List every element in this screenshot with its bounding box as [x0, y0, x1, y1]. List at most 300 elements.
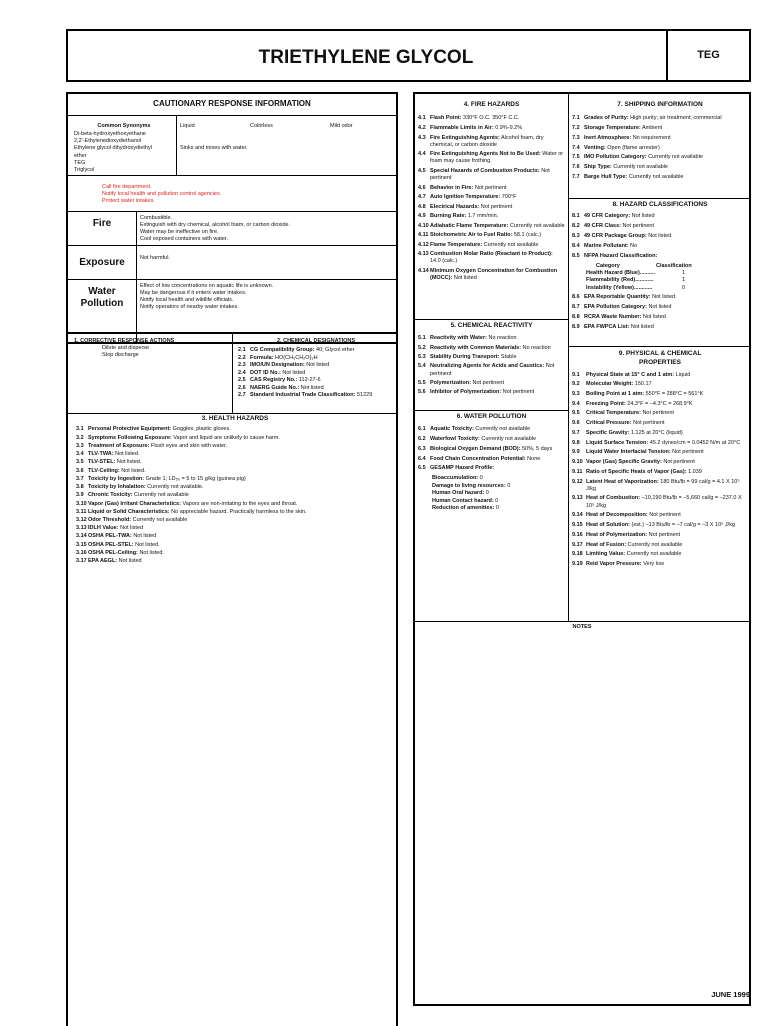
property-value: Not pertinent [621, 223, 655, 230]
property-text [584, 213, 655, 220]
property-label: GESAMP Hazard Profile: [430, 465, 495, 472]
property-text [88, 525, 143, 532]
emergency-line: Call fire department. [102, 184, 152, 190]
section-1 [70, 338, 230, 359]
section-9-list [572, 372, 748, 569]
property-item [572, 233, 748, 240]
property-item [572, 495, 748, 509]
property-label: Special Hazards of Combustion Products: [430, 167, 540, 174]
section-3 [76, 415, 394, 566]
property-text [586, 479, 748, 493]
property-number: 4.8 [418, 203, 426, 210]
property-item [572, 115, 748, 122]
property-value: No [628, 243, 638, 250]
water-label-line: Pollution [80, 298, 124, 309]
property-number: 5.6 [418, 389, 426, 396]
property-label: Biological Oxygen Demand (BOD): [430, 445, 521, 452]
property-text [430, 389, 534, 396]
property-label: Burning Rate: [430, 213, 467, 220]
fire-line: Water may be ineffective on fire. [140, 229, 219, 236]
synonyms-col [74, 123, 174, 174]
synonym: Di-beta-hydroxyethoxyethane [74, 131, 146, 138]
property-value: Very low [641, 561, 664, 568]
nfpa-rows [586, 270, 748, 291]
property-label: Electrical Hazards: [430, 203, 480, 210]
property-value: 112-27-6 [297, 377, 321, 384]
property-item [418, 335, 565, 342]
section-4-title: 4. FIRE HAZARDS [463, 101, 520, 108]
property-number: 3.12 [76, 517, 87, 524]
property-label: Barge Hull Type: [584, 173, 628, 180]
property-text [430, 194, 516, 201]
property-item [572, 154, 748, 161]
section-8-list [572, 213, 748, 260]
property-label: OSHA PEL-TWA: [88, 533, 132, 540]
property-item [432, 505, 565, 512]
property-label: Heat of Fusion: [586, 541, 627, 548]
section-6-rule [415, 410, 568, 411]
property-text [432, 490, 489, 497]
property-number: 8.9 [572, 323, 580, 330]
property-value: Not listed [299, 384, 324, 391]
right-column-divider [568, 94, 569, 621]
property-item [572, 372, 748, 379]
property-label: Molecular Weight: [586, 381, 634, 388]
property-item [418, 185, 565, 192]
property-item [432, 483, 565, 490]
property-label: Toxicity by Inhalation: [88, 484, 146, 491]
exposure-text: Not harmful. [140, 255, 170, 261]
property-item [572, 479, 748, 493]
property-item [572, 304, 748, 311]
property-item [572, 459, 748, 466]
property-text [584, 294, 677, 301]
property-label: Freezing Point: [586, 400, 626, 407]
property-text [430, 125, 522, 132]
property-number: 7.4 [572, 144, 580, 151]
property-item [572, 253, 748, 260]
property-number: 4.3 [418, 134, 426, 141]
odor-value: Mild odor [330, 123, 353, 129]
property-number: 3.13 [76, 525, 87, 532]
property-item [572, 430, 748, 437]
property-item [76, 492, 394, 499]
property-value: 58.1 (calc.) [512, 232, 542, 239]
property-text [586, 495, 748, 509]
property-item [572, 314, 748, 321]
property-value: Not listed [280, 369, 306, 376]
property-value: 45.2 dynes/cm = 0.0452 N/m at 20°C [648, 439, 741, 446]
property-item [572, 381, 748, 388]
fire-label: Fire [92, 218, 112, 229]
property-number: 8.4 [572, 243, 580, 250]
property-item [418, 232, 565, 239]
property-number: 3.11 [76, 508, 87, 515]
property-item [572, 164, 748, 171]
water-line: Notify operators of nearby water intakes. [140, 304, 239, 311]
property-number: 8.2 [572, 223, 580, 230]
property-text [586, 381, 652, 388]
property-text [430, 135, 565, 149]
property-text [584, 304, 671, 311]
property-number: 9.9 [572, 449, 580, 456]
property-value: Not pertinent [501, 389, 535, 396]
property-label: Standard Industrial Trade Classification: [250, 392, 356, 399]
property-value: 0 [493, 497, 499, 504]
property-label: Reduction of amenities: [432, 505, 495, 512]
section-6 [418, 413, 565, 513]
section-2-list [238, 347, 394, 399]
property-label: Heat of Combustion: [586, 495, 641, 502]
property-text [430, 223, 565, 230]
property-number: 6.5 [418, 465, 426, 472]
property-text [88, 558, 142, 565]
property-item [238, 377, 394, 384]
property-label: Reactivity with Water: [430, 335, 487, 342]
property-value: 150.17 [633, 381, 652, 388]
property-text [586, 551, 681, 558]
property-value: Not listed. [113, 451, 140, 458]
property-label: Fire Extinguishing Agents: [430, 134, 500, 141]
property-number: 4.14 [418, 267, 429, 274]
property-number: 4.12 [418, 241, 429, 248]
section-5-title: 5. CHEMICAL REACTIVITY [450, 322, 533, 329]
property-label: Marine Pollutant: [584, 243, 629, 250]
property-label: Liquid or Solid Characteristics: [88, 508, 170, 515]
nfpa-category: Health Hazard (Blue).......... [586, 270, 656, 277]
property-label: Flammable Limits in Air: [430, 124, 494, 131]
property-value: Not pertinent [661, 459, 695, 466]
property-text [88, 542, 160, 549]
property-value: High purity; air treatment; commercial [628, 115, 722, 122]
property-value: 700°F [500, 194, 517, 201]
property-item [238, 347, 394, 354]
water-line: Effect of low concentrations on aquatic life is unknown. [140, 283, 274, 289]
color-value: Colorless [250, 123, 273, 129]
synonyms-label: Common Synonyms [97, 123, 151, 129]
property-number: 6.4 [418, 455, 426, 462]
property-value: Not listed [629, 323, 654, 330]
property-text [432, 498, 498, 505]
property-value: Not pertinent [647, 512, 681, 519]
property-text [430, 242, 538, 249]
property-number: 8.8 [572, 313, 580, 320]
property-label: Human Contact hazard: [432, 497, 494, 504]
property-text [250, 347, 355, 354]
property-value: Not listed [117, 558, 142, 565]
property-number: 5.2 [418, 344, 426, 351]
property-number: 3.4 [76, 451, 84, 458]
property-value: Goggles; plastic gloves. [171, 426, 231, 433]
property-item [432, 490, 565, 497]
section-3-list [76, 426, 394, 565]
property-number: 3.15 [76, 541, 87, 548]
property-number: 7.3 [572, 134, 580, 141]
property-value: No reaction [521, 344, 551, 351]
property-number: 9.5 [572, 410, 580, 417]
property-number: 9.3 [572, 391, 580, 397]
property-text [250, 370, 305, 377]
property-value: 330°F O.C. 350°F C.C. [461, 115, 520, 122]
property-label: Reactivity with Common Materials: [430, 344, 522, 351]
section-5 [418, 322, 565, 399]
property-label: Heat of Decomposition: [586, 512, 648, 519]
property-text [586, 420, 665, 427]
water-text [140, 283, 273, 312]
property-item [572, 174, 748, 181]
property-label: Bioaccumulation: [432, 475, 479, 482]
property-number: 9.12 [572, 478, 583, 485]
property-value: Currently not available [627, 173, 684, 180]
property-value: Stable [499, 354, 517, 361]
property-label: Minimum Oxygen Concentration for Combustion (MOCC): [430, 267, 558, 282]
property-item [572, 449, 748, 456]
property-item [418, 389, 565, 396]
section-1-item: Dilute and disperse [102, 345, 150, 352]
fire-line: Combustible. [140, 215, 173, 221]
notes-rule [415, 621, 749, 622]
property-item [418, 436, 565, 443]
property-label: Adiabatic Flame Temperature: [430, 222, 509, 229]
notes-label: NOTES [572, 624, 592, 630]
synonym: TEG [74, 159, 86, 166]
property-number: 2.3 [238, 362, 246, 369]
section-6-title: 6. WATER POLLUTION [456, 413, 527, 420]
property-text [586, 469, 702, 476]
property-item [76, 426, 394, 433]
property-label: Polymerization: [430, 379, 471, 386]
property-label: Reid Vapor Pressure: [586, 561, 642, 568]
property-value: Vapors are non-irritating to the eyes and throat. [180, 500, 298, 507]
property-number: 9.17 [572, 541, 583, 548]
nfpa-value: 1 [682, 277, 686, 284]
property-value: Not listed. [115, 459, 142, 466]
property-label: Heat of Solution: [586, 522, 630, 529]
section-9 [572, 350, 748, 571]
property-number: 3.16 [76, 549, 87, 556]
property-label: Human Oral hazard: [432, 490, 485, 497]
property-label: Physical State at 15° C and 1 atm: [586, 371, 675, 378]
property-value: 50%, 5 days [520, 445, 553, 452]
property-number: 9.19 [572, 561, 583, 568]
property-label: Behavior in Fire: [430, 184, 474, 191]
property-text [586, 449, 704, 456]
water-label [68, 286, 136, 310]
property-value: Currently not available. [145, 484, 204, 491]
property-number: 2.6 [238, 384, 246, 391]
property-value: 1.039 [686, 468, 702, 475]
property-number: 7.1 [572, 115, 580, 122]
section-8-rule [568, 198, 749, 199]
property-label: EPA Pollution Category: [584, 303, 647, 310]
nfpa-row [586, 270, 748, 277]
property-item [418, 194, 565, 201]
property-value: Alcohol foam, dry chemical, or carbon dioxide [430, 134, 544, 148]
property-label: Vapor (Gas) Specific Gravity: [586, 459, 662, 466]
property-text [584, 324, 654, 331]
state-value: Liquid [180, 123, 195, 129]
synonym: ether [74, 152, 87, 159]
property-text [88, 517, 187, 524]
property-text [430, 204, 512, 211]
property-value: Not listed. [650, 293, 677, 300]
property-number: 3.1 [76, 426, 84, 433]
fire-text [140, 215, 290, 244]
section-3-title: 3. HEALTH HAZARDS [201, 415, 269, 422]
property-number: 9.7 [572, 429, 580, 436]
property-value: Currently not available [482, 241, 539, 248]
property-label: Food Chain Concentration Potential: [430, 455, 526, 462]
property-text [584, 164, 668, 171]
property-text [586, 542, 682, 549]
synonyms-divider [176, 116, 177, 175]
property-number: 8.7 [572, 303, 580, 310]
section-8 [572, 201, 748, 333]
property-item [572, 410, 748, 417]
property-text [88, 435, 280, 442]
property-label: OSHA PEL-Ceiling: [88, 549, 138, 556]
property-item [418, 426, 565, 433]
property-value: Not listed. [646, 233, 673, 240]
property-number: 3.17 [76, 558, 87, 565]
exposure-row [68, 246, 396, 280]
synonym: 2,2'-Ethylenedioxydiethanol [74, 138, 142, 145]
section-9-title [572, 350, 748, 368]
water-line: May be dangerous if it enters water intakes. [140, 290, 247, 297]
nfpa-category: Flammability (Red)............ [586, 277, 654, 284]
property-label: Latent Heat of Vaporization: [586, 478, 659, 485]
property-value: Not pertinent [430, 167, 550, 181]
property-value: Water or foam may cause frothing. [430, 151, 564, 165]
fire-line: Extinguish with dry chemical, alcohol foam, or carbon dioxide. [140, 222, 291, 229]
property-value: Not pertinent [473, 184, 507, 191]
property-value: No reaction [486, 335, 517, 342]
property-value: Not listed [118, 525, 144, 532]
property-item [572, 512, 748, 519]
property-number: 3.9 [76, 492, 84, 499]
cautionary-title: CAUTIONARY RESPONSE INFORMATION [68, 94, 396, 116]
property-value: Not pertinent [470, 379, 504, 386]
property-text [430, 168, 565, 182]
property-number: 2.7 [238, 392, 246, 399]
property-value: No requirement [631, 134, 671, 141]
property-item [572, 213, 748, 220]
property-item [76, 484, 394, 491]
property-value: 1.125 at 20°C (liquid) [629, 429, 683, 436]
property-label: Stability During Transport: [430, 354, 500, 361]
property-text [88, 501, 297, 508]
property-value: 0 [478, 475, 483, 482]
property-number: 2.1 [238, 347, 246, 354]
nfpa-class-head: Classification [656, 263, 692, 270]
property-label: TLV-STEL: [88, 459, 116, 466]
property-text [430, 363, 565, 377]
property-value: Flush eyes and skin with water. [149, 442, 228, 449]
property-number: 3.14 [76, 533, 87, 540]
property-number: 9.11 [572, 468, 583, 475]
property-number: 7.7 [572, 173, 580, 180]
property-item [572, 440, 748, 447]
property-value: Not listed. [137, 549, 164, 556]
property-number: 4.9 [418, 213, 426, 220]
property-label: Waterfowl Toxicity: [430, 436, 480, 443]
property-label: Ship Type: [584, 164, 612, 171]
section-1-item: Stop discharge [102, 352, 139, 359]
nfpa-value: 1 [682, 270, 686, 277]
property-number: 3.3 [76, 442, 84, 449]
fire-line: Cool exposed containers with water. [140, 236, 229, 243]
property-text [88, 492, 189, 499]
emergency-line: Notify local health and pollution control agencies. [102, 191, 222, 198]
property-text [586, 440, 740, 447]
property-label: Liquid Surface Tension: [586, 439, 649, 446]
behavior-value: Sinks and mixes with water. [180, 145, 248, 151]
section-3-top-rule [68, 413, 396, 414]
property-text [430, 115, 519, 122]
property-item [572, 401, 748, 408]
property-number: 6.1 [418, 426, 426, 433]
property-item [76, 509, 394, 516]
property-value: Currently not available [626, 541, 683, 548]
header-box [66, 29, 751, 82]
property-label: Heat of Polymerization: [586, 531, 648, 538]
property-item [572, 551, 748, 558]
property-text [430, 426, 530, 433]
property-text [432, 475, 483, 482]
property-number: 4.6 [418, 184, 426, 191]
property-text [432, 505, 499, 512]
property-number: 9.13 [572, 495, 583, 502]
property-value: Ambient [640, 125, 663, 132]
nfpa-category: Instability (Yellow)............ [586, 284, 653, 291]
property-text [250, 362, 329, 369]
property-item [76, 550, 394, 557]
property-text [88, 509, 307, 516]
property-value: Not listed. [133, 541, 160, 548]
property-label: Flash Point: [430, 115, 462, 122]
nfpa-header [586, 263, 748, 270]
property-item [76, 501, 394, 508]
property-text [584, 135, 671, 142]
water-label-line: Water [88, 286, 116, 297]
property-value: Not pertinent [640, 410, 674, 417]
property-number: 4.10 [418, 222, 429, 229]
property-item [76, 435, 394, 442]
property-label: Treatment of Exposure: [88, 442, 150, 449]
section-7 [572, 101, 748, 184]
nfpa-value: 0 [682, 284, 686, 291]
property-item [238, 355, 394, 362]
property-value: Not pertinent [647, 531, 681, 538]
property-number: 3.10 [76, 500, 87, 507]
page-title: TRIETHYLENE GLYCOL [258, 47, 474, 68]
property-label: Auto Ignition Temperature: [430, 194, 501, 201]
property-text [584, 253, 657, 260]
property-text [430, 335, 517, 342]
property-number: 3.5 [76, 459, 84, 466]
property-text [250, 355, 318, 362]
property-item [572, 145, 748, 152]
property-label: Toxicity by Ingestion: [88, 475, 145, 482]
property-label: Aquatic Toxicity: [430, 426, 474, 433]
property-number: 2.2 [238, 354, 246, 361]
property-value: Currently not available [479, 436, 537, 443]
property-text [584, 233, 673, 240]
property-text [88, 550, 164, 557]
section-7-title: 7. SHIPPING INFORMATION [617, 101, 703, 108]
property-number: 4.1 [418, 115, 426, 122]
property-value: 550°F = 288°C = 561°K [644, 391, 704, 397]
